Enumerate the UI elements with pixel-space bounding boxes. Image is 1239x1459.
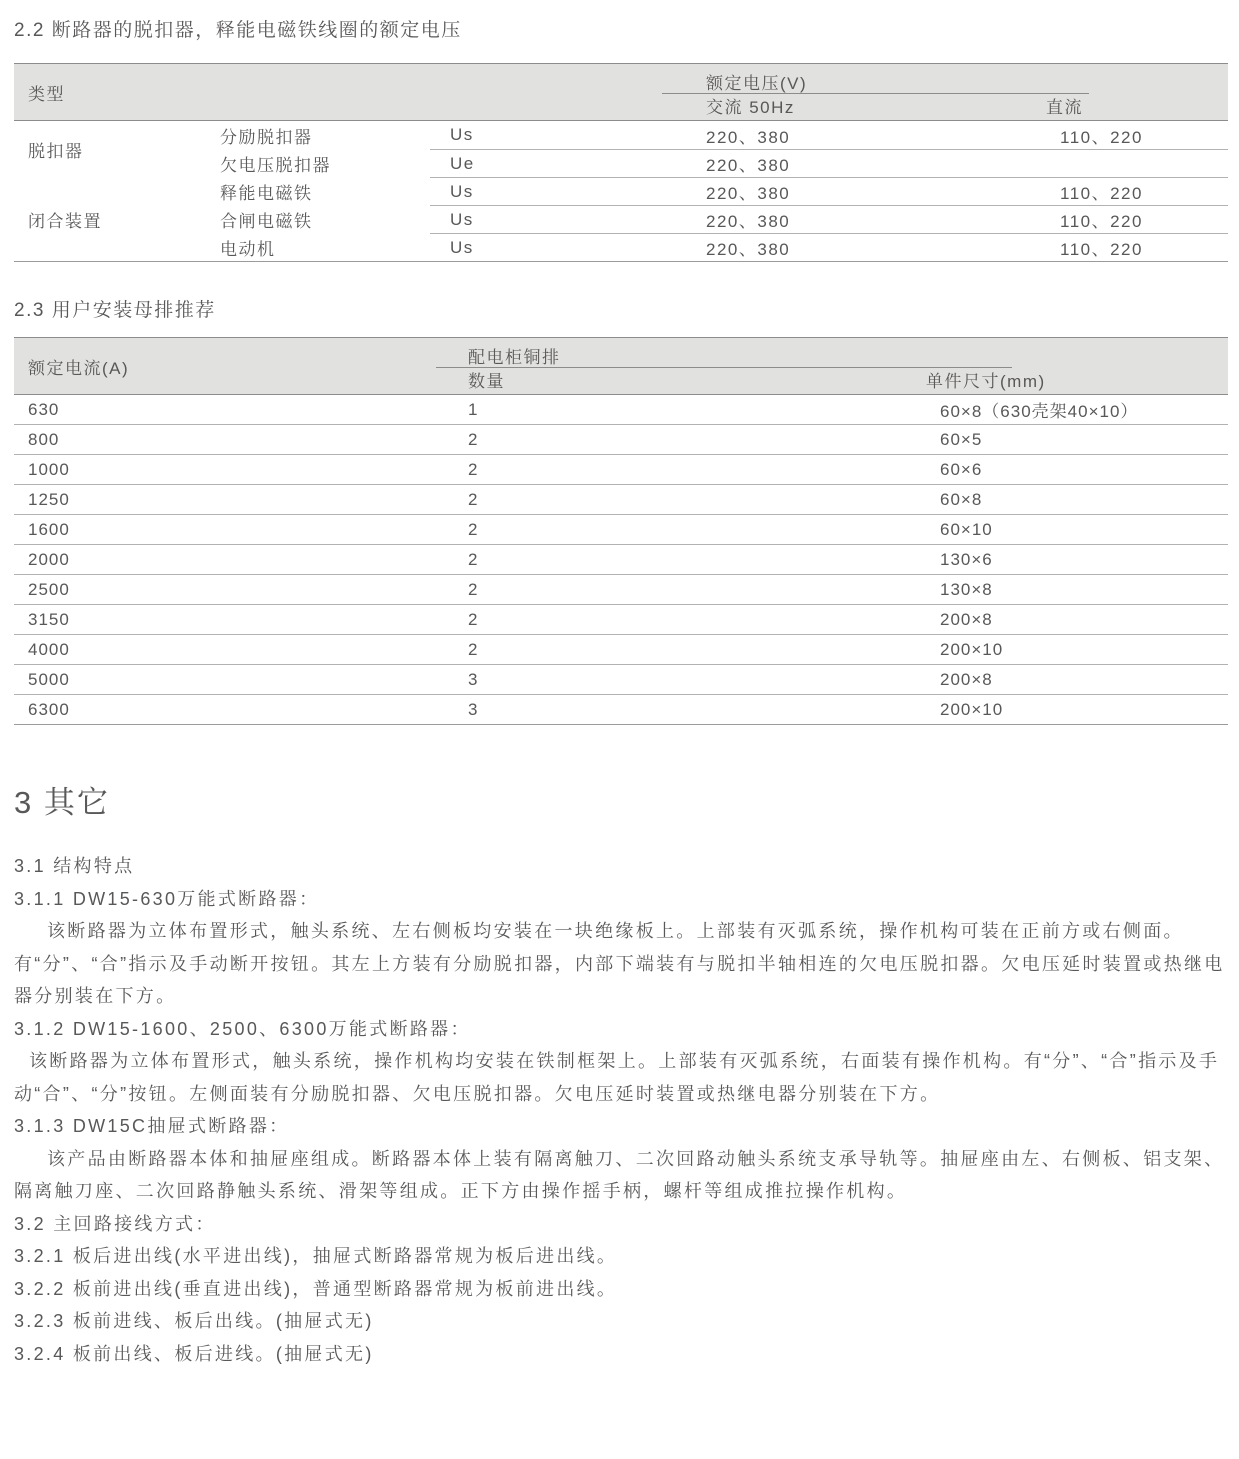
table-cell-device: 欠电压脱扣器	[220, 155, 331, 175]
table-cell-ac: 220、380	[700, 149, 1040, 177]
table-row	[14, 514, 1228, 544]
para-3-1-3: 该产品由断路器本体和抽屉座组成。断路器本体上装有隔离触刀、二次回路动触头系统支承导轨等。抽屉座由左、右侧板、铝支架、隔离触刀座、二次回路静触头系统、滑架等组成。正下方由操作摇手柄，螺杆等组成推拉操作机构。	[14, 1148, 1225, 1201]
header-cell-type: 类型	[28, 84, 65, 104]
heading-3-1: 3.1 结构特点	[14, 856, 135, 876]
table-cell-current: 1000	[28, 459, 70, 479]
group-cell-trip-units: 脱扣器	[28, 141, 84, 161]
section-3-heading: 3 其它	[14, 785, 110, 820]
table-cell-qty: 2	[468, 459, 479, 479]
table-cell-size: 200×10	[940, 639, 1004, 659]
table-cell-qty: 2	[468, 549, 479, 569]
table-cell-qty: 2	[468, 429, 479, 449]
heading-3-1-3: 3.1.3 DW15C抽屉式断路器：	[14, 1116, 290, 1136]
table-row	[14, 424, 1228, 454]
table-cell-size: 200×10	[940, 699, 1004, 719]
table-cell-current: 1600	[28, 519, 70, 539]
header-cell-rated-current: 额定电流(A)	[28, 358, 130, 378]
table-cell-qty: 2	[468, 519, 479, 539]
table-row	[14, 544, 1228, 574]
header-cell-ac: 交流 50Hz	[706, 97, 795, 117]
table-cell-size: 130×8	[940, 579, 993, 599]
table-cell-current: 5000	[28, 669, 70, 689]
table-cell-symbol: Us	[430, 233, 700, 261]
table-cell-device: 释能电磁铁	[220, 183, 313, 203]
header-cell-busbar: 配电柜铜排	[468, 347, 561, 367]
table-cell-dc: 110、220	[1040, 177, 1228, 205]
item-3-2-2: 3.2.2 板前进出线(垂直进出线)，普通型断路器常规为板前进出线。	[14, 1278, 618, 1299]
table-cell-current: 2000	[28, 549, 70, 569]
table-cell-dc: 110、220	[1060, 127, 1143, 147]
table-cell-qty: 2	[468, 639, 479, 659]
heading-3-2: 3.2 主回路接线方式：	[14, 1213, 216, 1234]
section-3-text	[14, 850, 1228, 1370]
table-cell-device: 电动机	[220, 239, 276, 259]
header-cell-rated-voltage: 额定电压(V)	[706, 73, 808, 93]
table-row	[14, 484, 1228, 514]
section-2-3-heading: 2.3 用户安装母排推荐	[14, 300, 216, 321]
table-cell-dc: 110、220	[1040, 233, 1228, 261]
table-row	[14, 604, 1228, 634]
table-cell-size: 60×8（630壳架40×10）	[940, 402, 1139, 421]
item-3-2-4: 3.2.4 板前出线、板后进线。(抽屉式无)	[14, 1343, 374, 1364]
table-cell-symbol: Us	[430, 177, 700, 205]
table-cell-symbol: Us	[430, 205, 700, 233]
table-row	[14, 664, 1228, 694]
table-cell-qty: 2	[468, 609, 479, 629]
table-cell-dc	[1040, 149, 1228, 177]
header-cell-quantity: 数量	[468, 371, 505, 391]
table-row	[14, 574, 1228, 604]
item-3-2-1: 3.2.1 板后进出线(水平进出线)，抽屉式断路器常规为板后进出线。	[14, 1246, 618, 1266]
table-cell-size: 60×8	[940, 489, 983, 509]
table-cell-dc: 110、220	[1040, 205, 1228, 233]
table-cell-qty: 3	[468, 699, 479, 719]
voltage-table-body	[14, 121, 1228, 262]
table-cell-ac: 220、380	[700, 233, 1040, 261]
table-cell-qty: 2	[468, 489, 479, 509]
busbar-table-header	[14, 337, 1228, 395]
para-3-1-2: 该断路器为立体布置形式，触头系统，操作机构均安装在铁制框架上。上部装有灭弧系统，右面装有操作机构。有“分”、“合”指示及手动“合”、“分”按钮。左侧面装有分励脱扣器、欠电压脱扣器。欠电压延时装置或热继电器分别装在下方。	[14, 1051, 1220, 1104]
table-cell-qty: 3	[468, 669, 479, 689]
group-cell-closing-devices: 闭合装置	[28, 211, 102, 231]
heading-3-1-2: 3.1.2 DW15-1600、2500、6300万能式断路器：	[14, 1018, 471, 1039]
header-cell-size: 单件尺寸(mm)	[926, 371, 1046, 391]
table-cell-current: 630	[28, 399, 60, 419]
table-cell-current: 6300	[28, 699, 70, 719]
table-cell-size: 200×8	[940, 669, 993, 689]
table-cell-qty: 1	[468, 399, 479, 419]
voltage-table	[14, 63, 1228, 262]
table-cell-size: 60×5	[940, 429, 983, 449]
table-cell-ac: 220、380	[706, 127, 791, 147]
table-cell-size: 130×6	[940, 549, 993, 569]
table-row	[14, 694, 1228, 724]
table-cell-current: 3150	[28, 609, 70, 629]
table-cell-current: 2500	[28, 579, 70, 599]
table-cell-current: 800	[28, 429, 60, 449]
table-cell-device: 分励脱扣器	[220, 127, 313, 147]
busbar-table	[14, 337, 1228, 725]
table-cell-ac: 220、380	[700, 177, 1040, 205]
voltage-table-header	[14, 63, 1228, 121]
para-3-1-1: 该断路器为立体布置形式，触头系统、左右侧板均安装在一块绝缘板上。上部装有灭弧系统，操作机构可装在正前方或右侧面。有“分”、“合”指示及手动断开按钮。其左上方装有分励脱扣器，内部下端装有与脱扣半轴相连的欠电压脱扣器。欠电压延时装置或热继电器分别装在下方。	[14, 921, 1225, 1006]
table-cell-ac: 220、380	[700, 205, 1040, 233]
item-3-2-3: 3.2.3 板前进线、板后出线。(抽屉式无)	[14, 1311, 374, 1331]
table-cell-size: 200×8	[940, 609, 993, 629]
table-cell-symbol: Us	[450, 125, 474, 144]
header-cell-dc: 直流	[1046, 97, 1083, 117]
table-cell-device: 合闸电磁铁	[220, 211, 313, 231]
heading-3-1-1: 3.1.1 DW15-630万能式断路器：	[14, 888, 320, 909]
table-cell-size: 60×10	[940, 519, 993, 539]
table-cell-size: 60×6	[940, 459, 983, 479]
table-cell-current: 4000	[28, 639, 70, 659]
table-cell-qty: 2	[468, 579, 479, 599]
table-row	[14, 454, 1228, 484]
section-2-2-heading: 2.2 断路器的脱扣器，释能电磁铁线圈的额定电压	[14, 20, 462, 41]
table-row	[14, 634, 1228, 664]
table-row	[14, 395, 1228, 424]
busbar-table-body	[14, 395, 1228, 725]
page-content	[14, 0, 1228, 1370]
table-cell-symbol: Ue	[430, 149, 700, 177]
table-cell-current: 1250	[28, 489, 70, 509]
